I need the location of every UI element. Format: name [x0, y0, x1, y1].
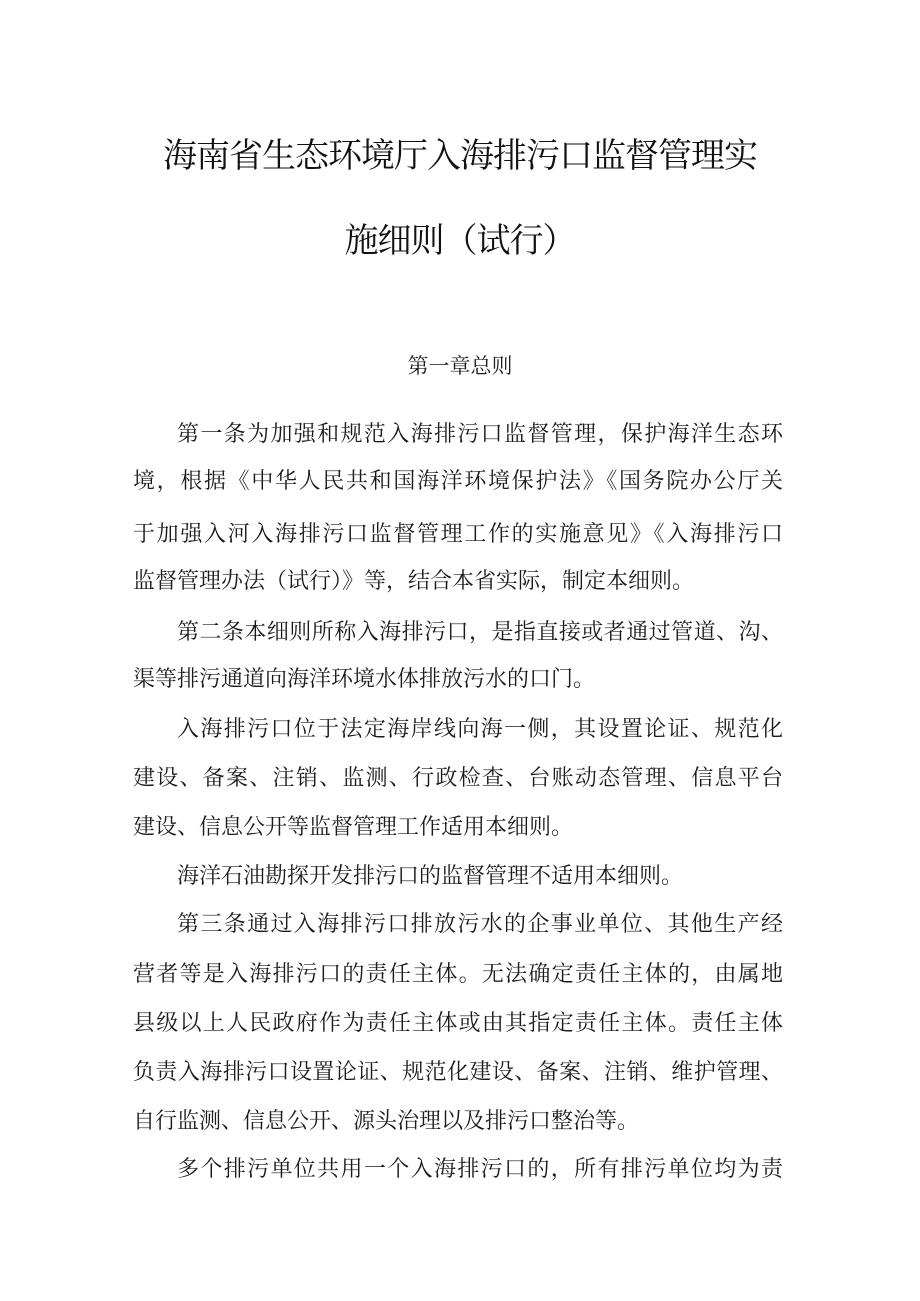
paragraph-line: 营者等是入海排污口的责任主体。无法确定责任主体的，由属地 [133, 962, 783, 987]
paragraph-line: 多个排污单位共用一个入海排污口的，所有排污单位均为责 [177, 1157, 783, 1182]
paragraph-line: 自行监测、信息公开、源头治理以及排污口整治等。 [133, 1109, 640, 1134]
paragraph-line: 建设、信息公开等监督管理工作适用本细则。 [133, 815, 574, 840]
paragraph-line: 监督管理办法（试行）》等，结合本省实际，制定本细则。 [133, 569, 695, 594]
paragraph-line: 县级以上人民政府作为责任主体或由其指定责任主体。责任主体 [133, 1011, 783, 1036]
paragraph-line: 入海排污口位于法定海岸线向海一侧，其设置论证、规范化 [177, 717, 783, 742]
paragraph-line: 建设、备案、注销、监测、行政检查、台账动态管理、信息平台 [133, 766, 783, 791]
document-title-line-1: 海南省生态环境厅入海排污口监督管理实 [163, 136, 757, 176]
paragraph-line: 境，根据《中华人民共和国海洋环境保护法》《国务院办公厅关 [133, 469, 783, 494]
paragraph-line: 渠等排污通道向海洋环境水体排放污水的口门。 [133, 667, 596, 692]
paragraph-line: 负责入海排污口设置论证、规范化建设、备案、注销、维护管理、 [133, 1060, 783, 1085]
paragraph-line: 第一条为加强和规范入海排污口监督管理，保护海洋生态环 [177, 422, 783, 447]
paragraph-line: 海洋石油勘探开发排污口的监督管理不适用本细则。 [177, 864, 684, 889]
paragraph-line: 第三条通过入海排污口排放污水的企事业单位、其他生产经 [177, 912, 783, 937]
document-title-line-2: 施细则（试行） [344, 221, 576, 261]
paragraph-line: 于加强入河入海排污口监督管理工作的实施意见》《入海排污口 [133, 522, 783, 547]
paragraph-line: 第二条本细则所称入海排污口，是指直接或者通过管道、沟、 [177, 620, 783, 645]
chapter-heading: 第一章总则 [407, 354, 513, 378]
